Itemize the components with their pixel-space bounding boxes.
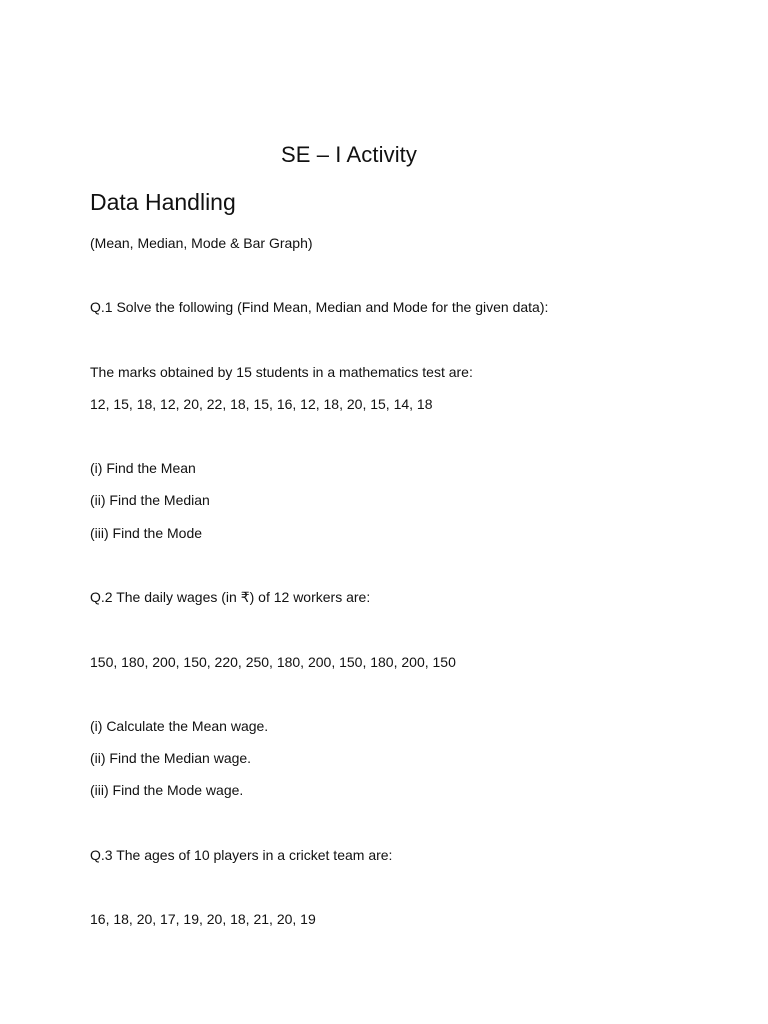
- q3-data: 16, 18, 20, 17, 19, 20, 18, 21, 20, 19: [90, 911, 316, 927]
- section-subtitle: (Mean, Median, Mode & Bar Graph): [90, 235, 313, 251]
- q1-part-mode: (iii) Find the Mode: [90, 525, 203, 541]
- q1-part-median: (ii) Find the Median: [90, 492, 210, 508]
- q1-data: 12, 15, 18, 12, 20, 22, 18, 15, 16, 12, 18, 20, 15, 14, 18: [90, 396, 433, 412]
- q1-question: Q.1 Solve the following (Find Mean, Median and Mode for the given data):: [90, 299, 549, 315]
- q1-intro: The marks obtained by 15 students in a mathematics test are:: [90, 364, 473, 380]
- q2-part-mode: (iii) Find the Mode wage.: [90, 782, 244, 798]
- document-title: SE – I Activity: [281, 142, 417, 167]
- q2-part-mean: (i) Calculate the Mean wage.: [90, 718, 269, 734]
- q3-question: Q.3 The ages of 10 players in a cricket team are:: [90, 847, 393, 863]
- section-heading: Data Handling: [90, 189, 236, 215]
- q2-question: Q.2 The daily wages (in ₹) of 12 workers are:: [90, 589, 371, 605]
- q2-data: 150, 180, 200, 150, 220, 250, 180, 200, 150, 180, 200, 150: [90, 654, 456, 670]
- q2-part-median: (ii) Find the Median wage.: [90, 750, 252, 766]
- q1-part-mean: (i) Find the Mean: [90, 460, 196, 476]
